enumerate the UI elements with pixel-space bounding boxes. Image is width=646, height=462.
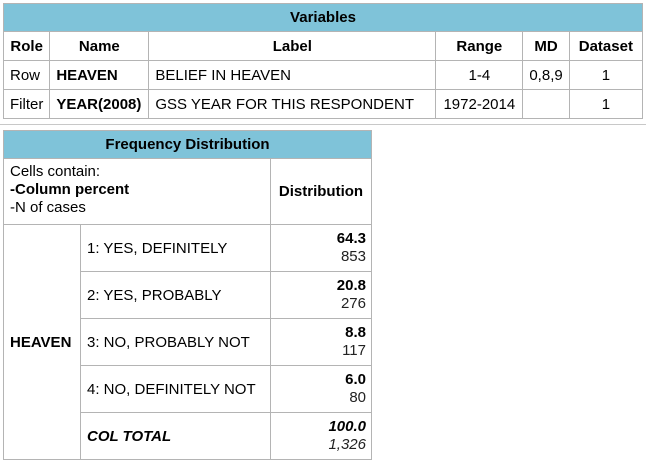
section-divider <box>0 124 646 125</box>
name-cell: HEAVEN <box>50 61 149 90</box>
category-label: 1: YES, DEFINITELY <box>81 225 271 272</box>
n-cases-value: 80 <box>349 389 366 406</box>
range-cell: 1-4 <box>436 61 523 90</box>
md-cell: 0,8,9 <box>523 61 569 90</box>
category-value <box>271 366 372 413</box>
label-cell: BELIEF IN HEAVEN <box>149 61 436 90</box>
header-name: Name <box>50 32 149 61</box>
variables-table <box>3 3 643 119</box>
column-percent-value: 20.8 <box>336 277 366 294</box>
category-value <box>271 272 372 319</box>
variable-row-heaven <box>4 61 643 90</box>
header-role: Role <box>4 32 50 61</box>
header-md: MD <box>523 32 569 61</box>
header-label: Label <box>149 32 436 61</box>
cells-contain-text: Cells contain: <box>10 163 101 180</box>
column-percent-text: -Column percent <box>10 181 130 198</box>
n-cases-value: 117 <box>342 342 366 359</box>
dataset-cell: 1 <box>569 90 642 119</box>
md-cell <box>523 90 569 119</box>
n-cases-value: 276 <box>340 295 366 312</box>
role-cell: Filter <box>4 90 50 119</box>
header-dataset: Dataset <box>569 32 642 61</box>
column-percent-value: 6.0 <box>345 371 366 388</box>
frequency-title: Frequency Distribution <box>4 131 372 159</box>
distribution-header: Distribution <box>271 159 372 225</box>
range-cell: 1972-2014 <box>436 90 523 119</box>
label-cell: GSS YEAR FOR THIS RESPONDENT <box>149 90 436 119</box>
category-label: 2: YES, PROBABLY <box>81 272 271 319</box>
category-value <box>271 225 372 272</box>
variables-header-row <box>4 32 643 61</box>
header-range: Range <box>436 32 523 61</box>
row-variable-label: HEAVEN <box>4 225 81 460</box>
category-label: 4: NO, DEFINITELY NOT <box>81 366 271 413</box>
cells-contain-legend <box>4 159 271 225</box>
variable-row-year <box>4 90 643 119</box>
variables-title: Variables <box>4 4 643 32</box>
category-value <box>271 319 372 366</box>
dataset-cell: 1 <box>569 61 642 90</box>
column-percent-value: 64.3 <box>336 230 366 247</box>
column-percent-value: 8.8 <box>345 324 366 341</box>
category-label: 3: NO, PROBABLY NOT <box>81 319 271 366</box>
role-cell: Row <box>4 61 50 90</box>
n-cases-value: 853 <box>340 248 366 265</box>
n-cases-text: -N of cases <box>10 199 86 216</box>
total-n-value: 1,326 <box>328 436 366 453</box>
name-cell: YEAR(2008) <box>50 90 149 119</box>
total-value <box>271 413 372 460</box>
total-percent-value: 100.0 <box>328 418 366 435</box>
frequency-table <box>3 130 372 460</box>
category-row <box>4 225 372 272</box>
total-label: COL TOTAL <box>81 413 271 460</box>
